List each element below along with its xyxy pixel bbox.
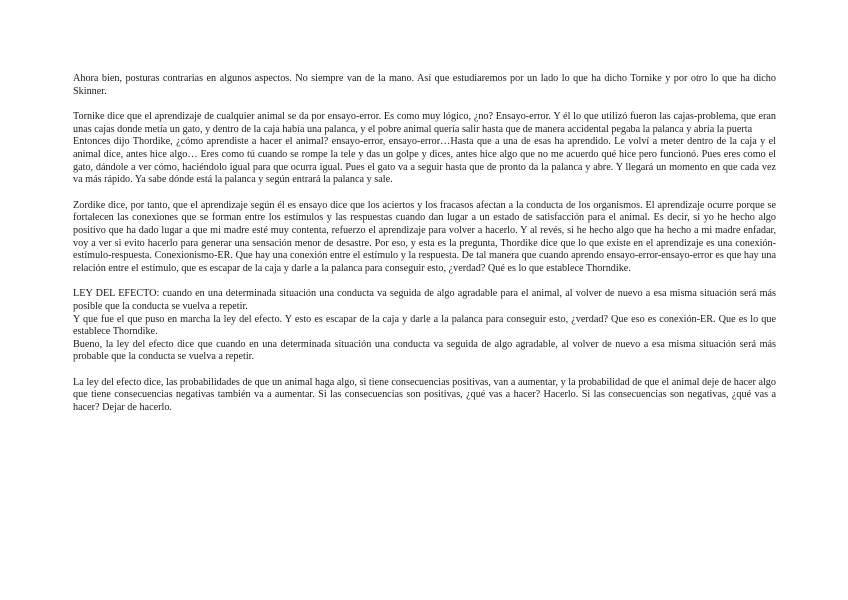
document-page (73, 73, 776, 428)
paragraph-thordike-cat: Entonces dijo Thordike, ¿cómo aprendiste a hacer el animal? ensayo-error, ensayo-error…Hasta que a una de esas ha aprendido. Le volví a meter dentro de la caja y el animal dice, antes hice algo… Eres como tú cuando se rompe la tele y das un golpe y dices, antes hice algo que no me acuerdo qué hice pero funcionó. Pues eres como el gato, dándole a ver cómo, haciéndolo igual para que ocurra igual. Pues el gato va a seguir hasta que de pronto da la palanca y abre. Y llegará un momento en que cada vez va más rápido. Ya sabe dónde está la palanca y según entrará la palanca y sale. (73, 136, 776, 186)
paragraph-tornike: Tornike dice que el aprendizaje de cualquier animal se da por ensayo-error. Es como muy lógico, ¿no? Ensayo-error. Y él lo que utilizó fueron las cajas-problema, que eran unas cajas donde metía un gato, y dentro de la caja había una palanca, y el pobre animal quería salir hasta que de manera accidental pegaba la palanca y abría la puerta (73, 111, 776, 135)
paragraph-intro: Ahora bien, posturas contrarias en algunos aspectos. No siempre van de la mano. Así que estudiaremos por un lado lo que ha dicho Tornike y por otro lo que ha dicho Skinner. (73, 73, 776, 97)
ley-efecto-block (73, 288, 776, 364)
zordike-block (73, 200, 776, 276)
tornike-block (73, 111, 776, 187)
paragraph-consequences: La ley del efecto dice, las probabilidades de que un animal haga algo, si tiene consecuencias positivas, van a aumentar, y la probabilidad de que el animal deje de hacer algo que tiene consecuencias negativas también va a aumentar. Si las consecuencias son positivas, ¿qué vas a hacer? Hacerlo. Si las consecuencias son negativas, ¿qué vas a hacer? Dejar de hacerlo. (73, 376, 776, 414)
consequences-block (73, 377, 776, 415)
intro-block (73, 73, 776, 98)
paragraph-conexionismo: Zordike dice, por tanto, que el aprendizaje según él es ensayo dice que los aciertos y los fracasos afectan a la conducta de los organismos. El aprendizaje ocurre porque se fortalecen las conexiones que se forman entre los estímulos y las respuestas cuando dan lugar a un estado de satisfacción para el animal. Es decir, si yo he hecho algo positivo que ha dado lugar a que mi madre esté muy contenta, refuerzo el aprendizaje para volver a hacerlo. Y al revés, si he hecho algo que ha hecho a mi madre enfadar, voy a ver si evito hacerlo para generar una sensación menor de desastre. Por eso, y esta es la pregunta, Thordike dice que lo que existe en el aprendizaje es una conexión-estímulo-respuesta. Conexionismo-ER. Que hay una conexión entre el estímulo y la respuesta. De tal manera que cuando aprendo ensayo-error-ensayo-error es que hay una relación entre el estímulo, que es escapar de la caja y darle a la palanca para conseguir esto, ¿verdad? Qué es lo que establece Thorndike. (73, 199, 776, 274)
paragraph-ley-efecto-restated: Bueno, la ley del efecto dice que cuando en una determinada situación una conducta va seguida de algo agradable, al volver de nuevo a esa misma situación será más probable que la conducta se vuelva a repetir. (73, 338, 776, 363)
paragraph-ley-efecto-definition: LEY DEL EFECTO: cuando en una determinada situación una conducta va seguida de algo agradable para el animal, al volver de nuevo a esa misma situación será más posible que la conducta se vuelva a repetir. (73, 288, 776, 312)
paragraph-ley-efecto-origin: Y que fue el que puso en marcha la ley del efecto. Y esto es escapar de la caja y darle a la palanca para conseguir esto, ¿verdad? Que eso es conexión-ER. Que es lo que establece Thorndike. (73, 313, 776, 338)
